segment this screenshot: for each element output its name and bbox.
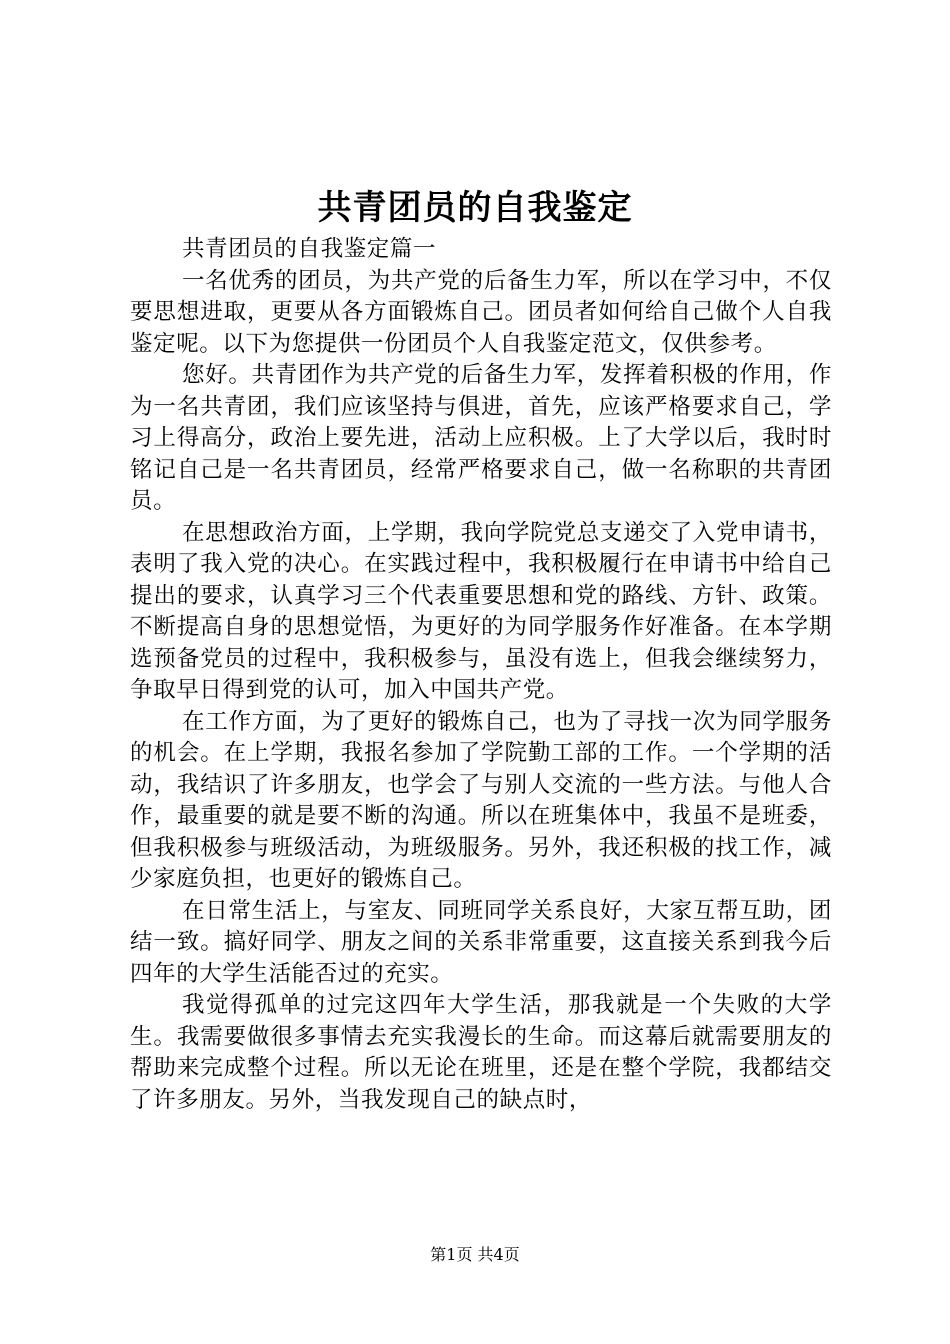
document-body [130, 234, 832, 1116]
paragraph-work: 在工作方面，为了更好的锻炼自己，也为了寻找一次为同学服务的机会。在上学期，我报名参加了学院勤工部的工作。一个学期的活动，我结识了许多朋友，也学会了与别人交流的一些方法。与他人合作，最重要的就是要不断的沟通。所以在班集体中，我虽不是班委，但我积极参与班级活动，为班级服务。另外，我还积极的找工作，减少家庭负担，也更好的锻炼自己。 [130, 708, 832, 892]
paragraph-friends: 我觉得孤单的过完这四年大学生活，那我就是一个失败的大学生。我需要做很多事情去充实我漫长的生命。而这幕后就需要朋友的帮助来完成整个过程。所以无论在班里，还是在整个学院，我都结交了许多朋友。另外，当我发现自己的缺点时， [130, 992, 832, 1113]
page-number-footer: 第1页 共4页 [430, 1245, 520, 1264]
document-title: 共青团员的自我鉴定 [317, 188, 633, 228]
paragraph-greeting: 您好。共青团作为共产党的后备生力军，发挥着积极的作用，作为一名共青团，我们应该坚持与俱进，首先，应该严格要求自己，学习上得高分，政治上要先进，活动上应积极。上了大学以后，我时时铭记自己是一名共青团员，经常严格要求自己，做一名称职的共青团员。 [130, 362, 832, 514]
paragraph-heading: 共青团员的自我鉴定篇一 [182, 236, 437, 262]
paragraph-intro: 一名优秀的团员，为共产党的后备生力军，所以在学习中，不仅要思想进取，更要从各方面锻炼自己。团员者如何给自己做个人自我鉴定呢。以下为您提供一份团员个人自我鉴定范文，仅供参考。 [130, 267, 832, 357]
paragraph-politics: 在思想政治方面，上学期，我向学院党总支递交了入党申请书，表明了我入党的决心。在实践过程中，我积极履行在申请书中给自己提出的要求，认真学习三个代表重要思想和党的路线、方针、政策。不断提高自身的思想觉悟，为更好的为同学服务作好准备。在本学期选预备党员的过程中，我积极参与，虽没有选上，但我会继续努力，争取早日得到党的认可，加入中国共产党。 [130, 519, 832, 703]
paragraph-daily-life: 在日常生活上，与室友、同班同学关系良好，大家互帮互助，团结一致。搞好同学、朋友之间的关系非常重要，这直接关系到我今后四年的大学生活能否过的充实。 [130, 897, 832, 987]
